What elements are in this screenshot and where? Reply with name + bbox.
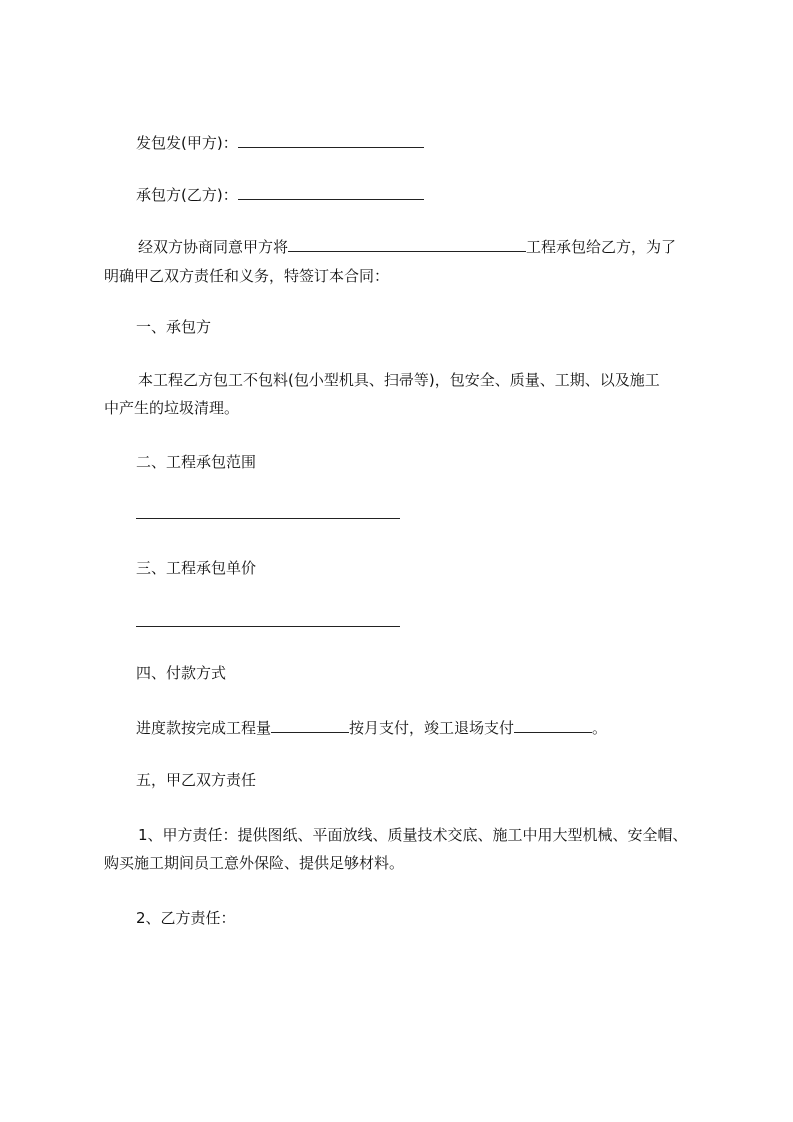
section2-title: 二、工程承包范围 — [136, 453, 257, 471]
intro-before-blank: 经双方协商同意甲方将 — [138, 238, 289, 256]
section1-line-1: 本工程乙方包工不包料(包小型机具、扫帚等)，包安全、质量、工期、以及施工 — [138, 371, 660, 389]
party-b-blank[interactable] — [238, 183, 424, 200]
section1-title: 一、承包方 — [136, 318, 212, 336]
party-b-duty-title: 2、乙方责任： — [136, 909, 236, 927]
scope-blank-rule[interactable] — [136, 518, 400, 519]
project-name-blank[interactable] — [288, 235, 526, 252]
party-b-line — [136, 183, 424, 206]
party-a-duty-line-2: 购买施工期间员工意外保险、提供足够材料。 — [104, 854, 405, 872]
party-a-blank[interactable] — [238, 131, 424, 148]
payment-part-2: 按月支付，竣工退场支付 — [349, 719, 515, 737]
party-b-label: 承包方(乙方)： — [136, 186, 238, 204]
section1-line-2: 中产生的垃圾清理。 — [104, 399, 240, 417]
intro-line-1 — [138, 235, 676, 258]
final-payment-blank[interactable] — [514, 716, 592, 733]
section5-title: 五，甲乙双方责任 — [136, 771, 257, 789]
intro-after-blank: 工程承包给乙方，为了 — [526, 238, 677, 256]
progress-payment-blank[interactable] — [271, 716, 349, 733]
section4-title: 四、付款方式 — [136, 664, 227, 682]
party-a-duty-line-1: 1、甲方责任：提供图纸、平面放线、质量技术交底、施工中用大型机械、安全帽、 — [138, 826, 688, 844]
payment-part-1: 进度款按完成工程量 — [136, 719, 272, 737]
party-a-label: 发包发(甲方)： — [136, 134, 238, 152]
intro-line-2: 明确甲乙双方责任和义务，特签订本合同： — [104, 267, 390, 285]
payment-part-3: 。 — [592, 719, 608, 737]
party-a-line — [136, 131, 424, 154]
section3-title: 三、工程承包单价 — [136, 559, 257, 577]
payment-line — [136, 716, 607, 739]
unit-price-blank-rule[interactable] — [136, 626, 400, 627]
